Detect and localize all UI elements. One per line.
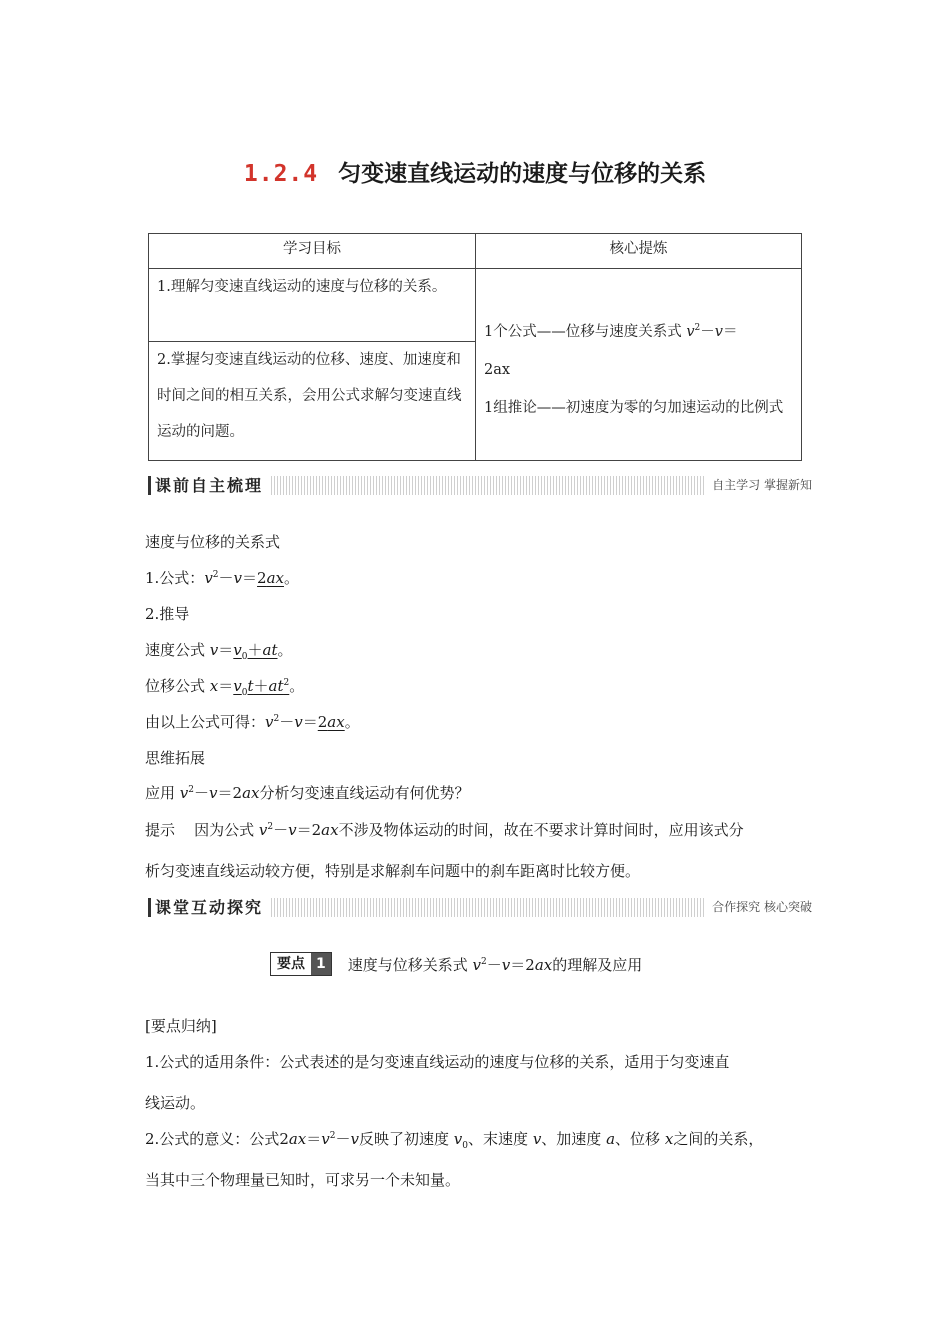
core-formula-label: 1个公式——位移与速度关系式 [484,323,682,340]
section-tag: 合作探究 核心突破 [706,898,816,917]
hint-line-1: 提示 因为公式 $v^2-v=2ax$不涉及物体运动的时间，故在不要求计算时间时，应用该式分 [145,821,744,839]
section-banner-preview [148,476,816,495]
item1-line-1: 1.公式的适用条件：公式表述的是匀变速直线运动的速度与位移的关系，适用于匀变速直 [145,1053,730,1071]
question-line: 应用 $v^2-v=2ax$分析匀变速直线运动有何优势？ [145,784,470,802]
hint-line-2: 析匀变速直线运动较方便，特别是求解刹车问题中的刹车距离时比较方便。 [145,862,641,880]
keypoint-text: 速度与位移关系式 $v^2-v=2ax$的理解及应用 [347,955,643,974]
goal-header: 学习目标 [149,234,476,269]
section-heading: 课前自主梳理 [148,476,269,495]
core-header: 核心提炼 [476,234,802,269]
section-number: 1.2.4 [243,161,319,187]
section-banner-class [148,898,816,917]
keypoint-title [270,952,642,976]
title-text: 匀变速直线运动的速度与位移的关系 [338,161,707,187]
goal-item-1: 1.理解匀变速直线运动的速度与位移的关系。 [149,269,476,342]
page-title [0,155,950,188]
velocity-formula-line: 速度公式 $v=v_0+at$。 [145,641,293,662]
learning-goals-table [148,233,802,461]
core-inference: 1组推论——初速度为零的匀加速运动的比例式 [484,399,784,416]
section-tag: 自主学习 掌握新知 [706,476,816,495]
extend-line: 思维拓展 [145,749,206,767]
section-heading: 课堂互动探究 [148,898,269,917]
item1-line-2: 线运动。 [145,1094,206,1112]
summary-label: [要点归纳] [145,1017,217,1035]
item2-line-2: 当其中三个物理量已知时，可求另一个未知量。 [145,1171,461,1189]
result-line: 由以上公式可得：$v^2-v=2ax$。 [145,713,360,731]
item2-line-1: 2.公式的意义：公式$2ax=v^2-v$反映了初速度 $v_0$、末速度 v、加速度 a、位移 x之间的关系， [145,1130,764,1151]
core-formula-tail: 2ax [484,361,511,378]
displacement-formula-line: 位移公式 $x=v_0t+at^2$。 [145,677,305,698]
keypoint-badge: 要点 1 [270,952,332,976]
core-summary: 1个公式——位移与速度关系式 $v^2-v=$ 2ax 1组推论——初速度为零的匀加速运动的比例式 [476,269,802,461]
topic-line: 速度与位移的关系式 [145,533,281,551]
goal-item-2: 2.掌握匀变速直线运动的位移、速度、加速度和时间之间的相互关系，会用公式求解匀变速直线运动的问题。 [149,342,476,461]
derive-line: 2.推导 [145,605,190,623]
formula-line: 1.公式：$v^2-v=2ax$。 [145,569,300,587]
